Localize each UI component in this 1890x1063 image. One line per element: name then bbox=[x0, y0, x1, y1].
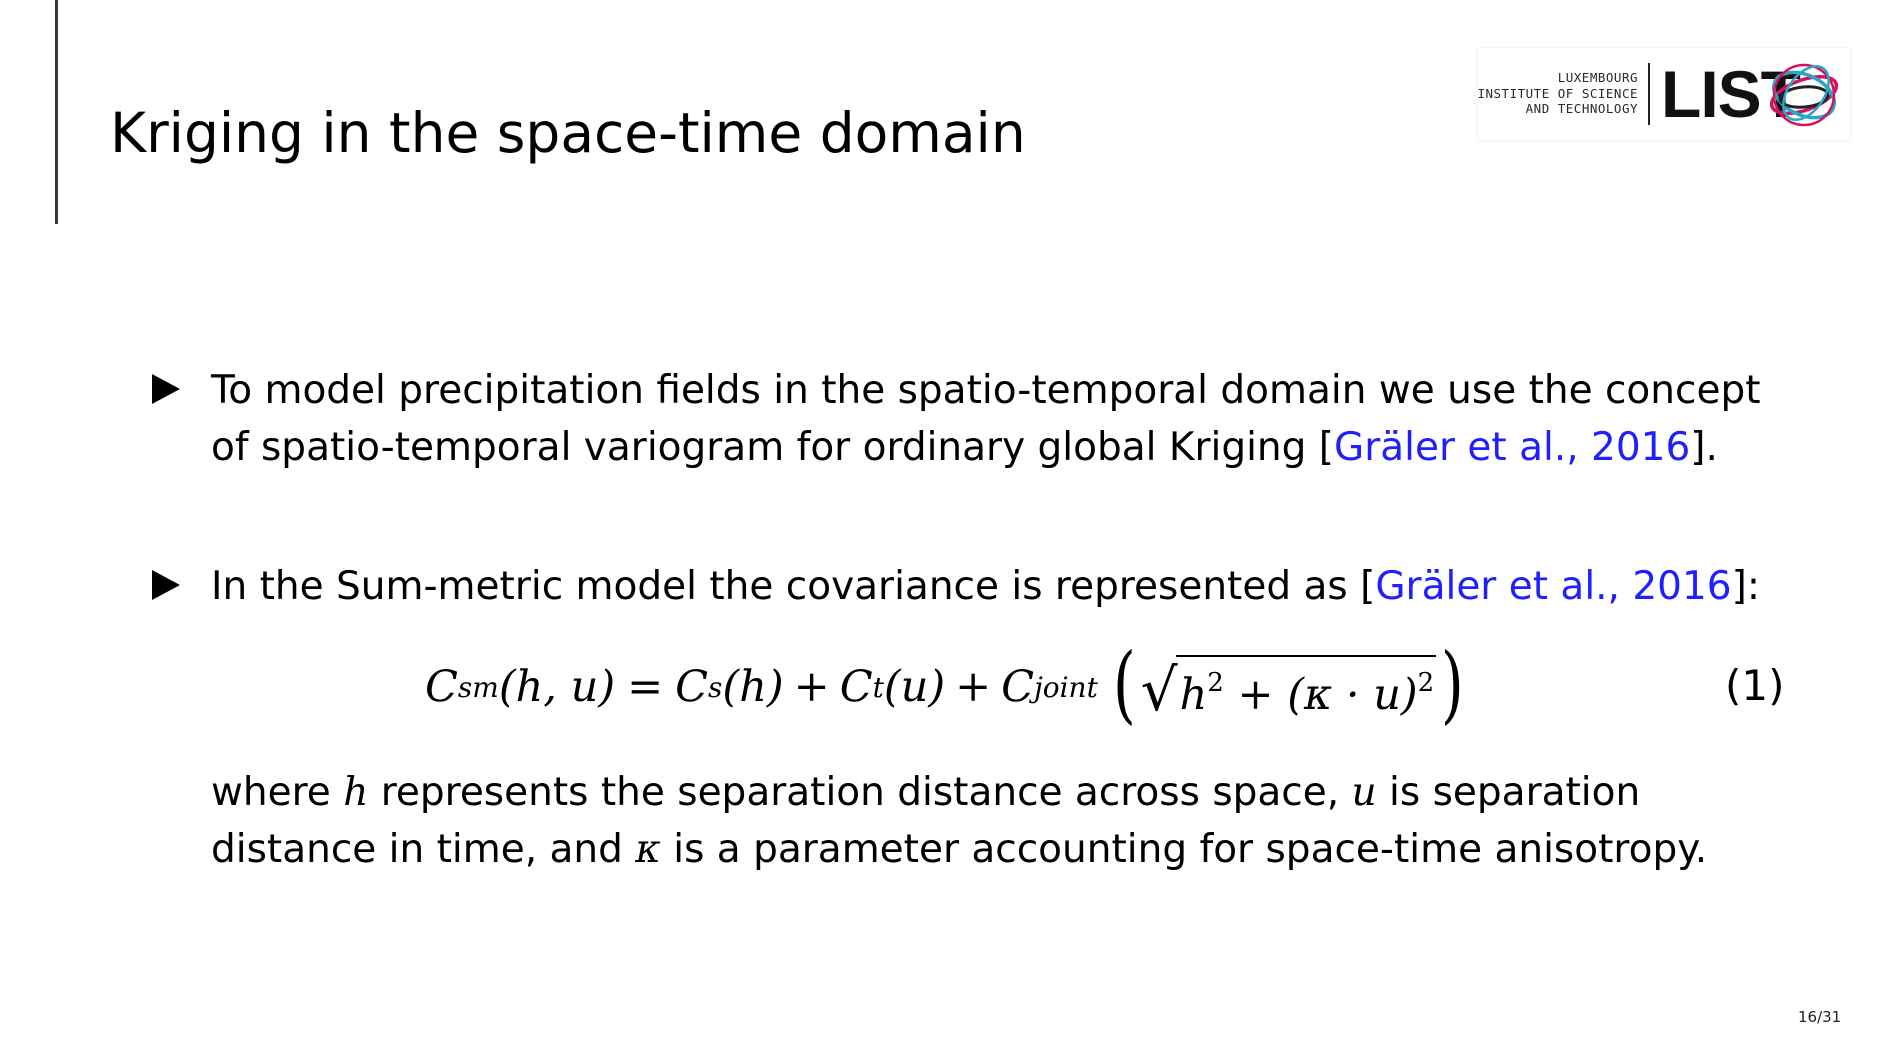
bullet-2-tail: ]: bbox=[1731, 564, 1760, 609]
bullet-text-1 bbox=[211, 362, 1792, 476]
bullet-1-tail: ]. bbox=[1690, 425, 1718, 470]
eq-term1-arg: (h) bbox=[722, 662, 784, 712]
eq-rad-h: h bbox=[1179, 670, 1208, 720]
eq-plus-1: + bbox=[793, 662, 830, 712]
citation-link[interactable]: Gräler et al., 2016 bbox=[1334, 425, 1691, 470]
eq-rad-inner: (κ · u) bbox=[1287, 670, 1418, 720]
page-number: 16/31 bbox=[1798, 1008, 1842, 1026]
eq-plus-2: + bbox=[955, 662, 992, 712]
sqrt-icon: √ bbox=[1140, 656, 1178, 724]
eq-term2-sub: t bbox=[872, 670, 884, 704]
covariance-equation bbox=[425, 635, 1469, 733]
list-logo bbox=[1478, 48, 1850, 140]
eq-paren-open: ( bbox=[1112, 635, 1136, 733]
eq-term1-symbol: C bbox=[675, 662, 709, 712]
bullet-2-text: In the Sum-metric model the covariance is represented as [ bbox=[211, 564, 1376, 609]
eq-rad-inner-exp: 2 bbox=[1417, 668, 1435, 698]
triangle-bullet-icon bbox=[152, 374, 180, 404]
logo-divider bbox=[1648, 63, 1650, 125]
eq-radicand bbox=[1176, 655, 1437, 719]
eq-term3-symbol: C bbox=[1001, 662, 1035, 712]
expl-part-3: is separation distance in time, and bbox=[211, 770, 1641, 872]
slide-title: Kriging in the space-time domain bbox=[110, 101, 1026, 165]
eq-lhs-sub: sm bbox=[457, 670, 499, 704]
logo-wordmark: LIST bbox=[1661, 57, 1800, 131]
logo-line-3: AND TECHNOLOGY bbox=[1525, 101, 1638, 116]
eq-equals: = bbox=[627, 662, 664, 712]
eq-rad-h-exp: 2 bbox=[1207, 668, 1224, 698]
expl-math-h: h bbox=[343, 770, 369, 815]
left-margin-rule bbox=[55, 0, 58, 224]
eq-term2-symbol: C bbox=[839, 662, 873, 712]
globe-rings-icon bbox=[1764, 57, 1844, 133]
logo-line-2: INSTITUTE OF SCIENCE bbox=[1477, 85, 1638, 101]
eq-rad-plus: + bbox=[1223, 670, 1288, 720]
bullet-1-text: To model precipitation fields in the spatio-temporal domain we use the concept of spatio-temporal variogram for ordinary global Kriging [ bbox=[211, 368, 1761, 470]
eq-term3-sub: joint bbox=[1034, 670, 1098, 704]
eq-term1-sub: s bbox=[708, 670, 723, 704]
explanation-paragraph bbox=[211, 764, 1771, 878]
eq-term2-arg: (u) bbox=[883, 662, 946, 712]
expl-part-2: represents the separation distance across space, bbox=[368, 770, 1352, 815]
expl-math-kappa: κ bbox=[635, 827, 661, 872]
eq-lhs-symbol: C bbox=[425, 662, 458, 712]
bullet-text-2 bbox=[211, 558, 1792, 615]
eq-paren-close: ) bbox=[1441, 635, 1465, 733]
expl-part-1: where bbox=[211, 770, 344, 815]
bullet-item-1 bbox=[152, 362, 1792, 476]
citation-link[interactable]: Gräler et al., 2016 bbox=[1375, 564, 1732, 609]
bullet-item-2 bbox=[152, 558, 1792, 615]
expl-part-4: is a parameter accounting for space-time anisotropy. bbox=[660, 827, 1708, 872]
logo-line-1: LUXEMBOURG bbox=[1557, 70, 1638, 85]
expl-math-u: u bbox=[1351, 770, 1377, 815]
logo-institute-text bbox=[1477, 70, 1638, 117]
eq-sqrt bbox=[1140, 655, 1437, 724]
triangle-bullet-icon bbox=[152, 570, 180, 600]
eq-lhs-args: (h, u) bbox=[498, 662, 616, 712]
equation-number: (1) bbox=[1725, 661, 1785, 710]
